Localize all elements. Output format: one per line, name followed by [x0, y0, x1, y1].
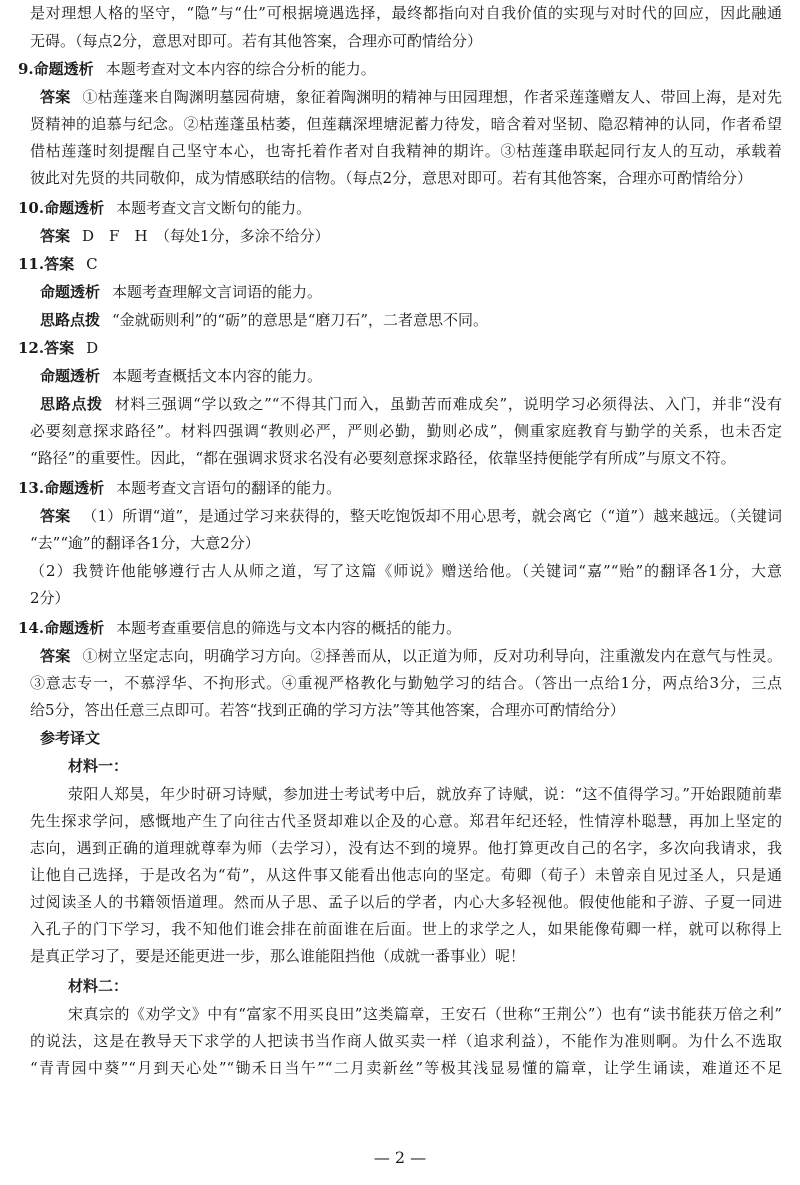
section-tag: 命题透析	[44, 479, 105, 497]
question-text: 本题考查文言文断句的能力。	[116, 199, 312, 217]
answer-tag: 答案	[44, 255, 75, 273]
page-number: — 2 —	[373, 1148, 427, 1167]
question-number: 14.	[18, 619, 45, 637]
question-10-header	[18, 197, 311, 219]
tip-text: 材料三强调“学以致之”“不得其门而入，虽勤苦而难成矣”，说明学习必须得法、入门，并非“没有	[114, 395, 782, 413]
question-9-header	[18, 58, 376, 80]
answer-text: C	[86, 255, 98, 273]
question-number: 10.	[18, 199, 45, 217]
translation-line: 荥阳人郑昊，年少时研习诗赋，参加进士考试考中后，就放弃了诗赋，说：“这不值得学习。”开始跟随前辈	[68, 785, 782, 803]
translation-line: 宋真宗的《劝学文》中有“富家不用买良田”这类篇章，王安石（世称“王荆公”）也有“读书能获万倍之利”	[68, 1005, 782, 1023]
translation-line: 的说法，这是在教导天下求学的人把读书当作商人做买卖一样（追求利益），不能作为准则啊。为什么不选取	[30, 1032, 782, 1050]
tip-line: 必要刻意探求路径”。材料四强调“教则必严，严则必勤，勤则必成”，侧重家庭教育与勤学的关系，也未否定	[30, 422, 782, 440]
answer-line	[40, 645, 782, 667]
question-text: 本题考查重要信息的筛选与文本内容的概括的能力。	[116, 619, 462, 637]
tip-line: “路径”的重要性。因此，“都在强调求贤求名没有必要刻意探求路径，依靠坚持便能学有所成”与原文不符。	[30, 449, 736, 467]
answer-tag: 答案	[44, 339, 75, 357]
question-text: 本题考查对文本内容的综合分析的能力。	[105, 60, 376, 78]
answer-line: 彼此对先贤的共同敬仰，成为情感联结的信物。（每点2分，意思对即可。若有其他答案，合理亦可酌情给分）	[30, 169, 753, 187]
text-line: 无碍。（每点2分，意思对即可。若有其他答案，合理亦可酌情给分）	[30, 32, 483, 50]
tip-line	[40, 393, 782, 415]
translation-line: “青青园中葵”“月到天心处”“锄禾日当午”“二月卖新丝”等极其浅显易懂的篇章，让学生诵读，难道还不足	[30, 1059, 782, 1077]
answer-text: ①树立坚定志向，明确学习方向。②择善而从，以正道为师，反对功利导向，注重激发内在意气与性灵。	[82, 647, 782, 665]
answer-line: ③意志专一，不慕浮华、不拘形式。④重视严格教化与勤勉学习的结合。（答出一点给1分，两点给3分，三点	[30, 674, 782, 692]
answer-text: D	[86, 339, 99, 357]
answer-line	[40, 225, 330, 247]
translation-line: 先生探求学问，感慨地产生了向往古代圣贤却难以企及的心意。郑君年纪还轻，性情淳朴聪慧，再加上坚定的	[30, 812, 782, 830]
answer-text: （1）所谓“道”，是通过学习来获得的，整天吃饱饭却不用心思考，就会离它（“道”）越来越远。（关键词	[82, 507, 782, 525]
section-tag: 命题透析	[44, 619, 105, 637]
answer-tag: 答案	[40, 227, 71, 245]
answer-text: ①枯莲蓬来自陶渊明墓园荷塘，象征着陶渊明的精神与田园理想，作者采莲蓬赠友人、带回上海，是对先	[82, 88, 782, 106]
answer-tag: 答案	[40, 647, 71, 665]
tip-tag: 思路点拨	[40, 395, 103, 413]
analysis-text: 本题考查理解文言词语的能力。	[112, 283, 323, 301]
section-tag: 命题透析	[40, 367, 101, 385]
translation-line: 入孔子的门下学习，我不知他们谁会排在前面谁在后面。世上的求学之人，如果能像荀卿一样，就可以称得上	[30, 920, 782, 938]
answer-line	[40, 505, 782, 527]
tip-tag: 思路点拨	[40, 311, 101, 329]
answer-line: （2）我赞许他能够遵行古人从师之道，写了这篇《师说》赠送给他。（关键词“嘉”“贻”的翻译各1分，大意	[30, 562, 782, 580]
question-12-header	[18, 337, 98, 359]
answer-line: 贤精神的追慕与纪念。②枯莲蓬虽枯萎，但莲藕深埋塘泥蓄力待发，暗含着对坚韧、隐忍精神的认同，作者希望	[30, 115, 782, 133]
question-text: 本题考查文言语句的翻译的能力。	[116, 479, 342, 497]
translation-line: 让他自己选择，于是改名为“荀”，从这件事又能看出他志向的坚定。荀卿（荀子）未曾亲自见过圣人，只是通	[30, 866, 782, 884]
answer-line	[40, 86, 782, 108]
section-tag: 命题透析	[40, 283, 101, 301]
analysis-text: 本题考查概括文本内容的能力。	[112, 367, 323, 385]
answer-line: 给5分，答出任意三点即可。若答“找到正确的学习方法”等其他答案，合理亦可酌情给分）	[30, 701, 625, 719]
answer-line: 2分）	[30, 589, 70, 607]
section-tag: 命题透析	[44, 199, 105, 217]
material-title: 材料二：	[68, 977, 129, 995]
answer-text: D F H （每处1分，多涂不给分）	[82, 227, 330, 245]
answer-tag: 答案	[40, 507, 71, 525]
text-line: 是对理想人格的坚守，“隐”与“仕”可根据境遇选择，最终都指向对自我价值的实现与对时代的回应，因此融通	[30, 4, 782, 22]
analysis-line	[40, 365, 322, 387]
analysis-line	[40, 281, 322, 303]
answer-line: 借枯莲蓬时刻提醒自己坚守本心，也寄托着作者对自我精神的期许。③枯莲蓬串联起同行友人的互动，承载着	[30, 142, 782, 160]
translation-line: 过阅读圣人的书籍领悟道理。然而从子思、孟子以后的学者，内心大多轻视他。假使他能和子游、子夏一同进	[30, 893, 782, 911]
question-number: 13.	[18, 479, 45, 497]
tip-line	[40, 309, 488, 331]
question-11-header	[18, 253, 98, 275]
answer-line: “去”“逾”的翻译各1分，大意2分）	[30, 534, 260, 552]
section-title: 参考译文	[40, 729, 101, 747]
translation-line: 志向，遇到正确的道理就尊奉为师（去学习），没有达不到的境界。他打算更改自己的名字，多次向我请求，我	[30, 839, 782, 857]
question-14-header	[18, 617, 461, 639]
translation-line: 是真正学习了，要是还能更进一步，那么谁能阻挡他（成就一番事业）呢！	[30, 947, 526, 965]
question-number: 12.	[18, 339, 45, 357]
question-13-header	[18, 477, 341, 499]
question-number: 9.	[18, 60, 34, 78]
tip-text: “金就砺则利”的“砺”的意思是“磨刀石”，二者意思不同。	[112, 311, 489, 329]
material-title: 材料一：	[68, 757, 129, 775]
question-number: 11.	[18, 255, 45, 273]
section-tag: 命题透析	[33, 60, 94, 78]
answer-tag: 答案	[40, 88, 71, 106]
